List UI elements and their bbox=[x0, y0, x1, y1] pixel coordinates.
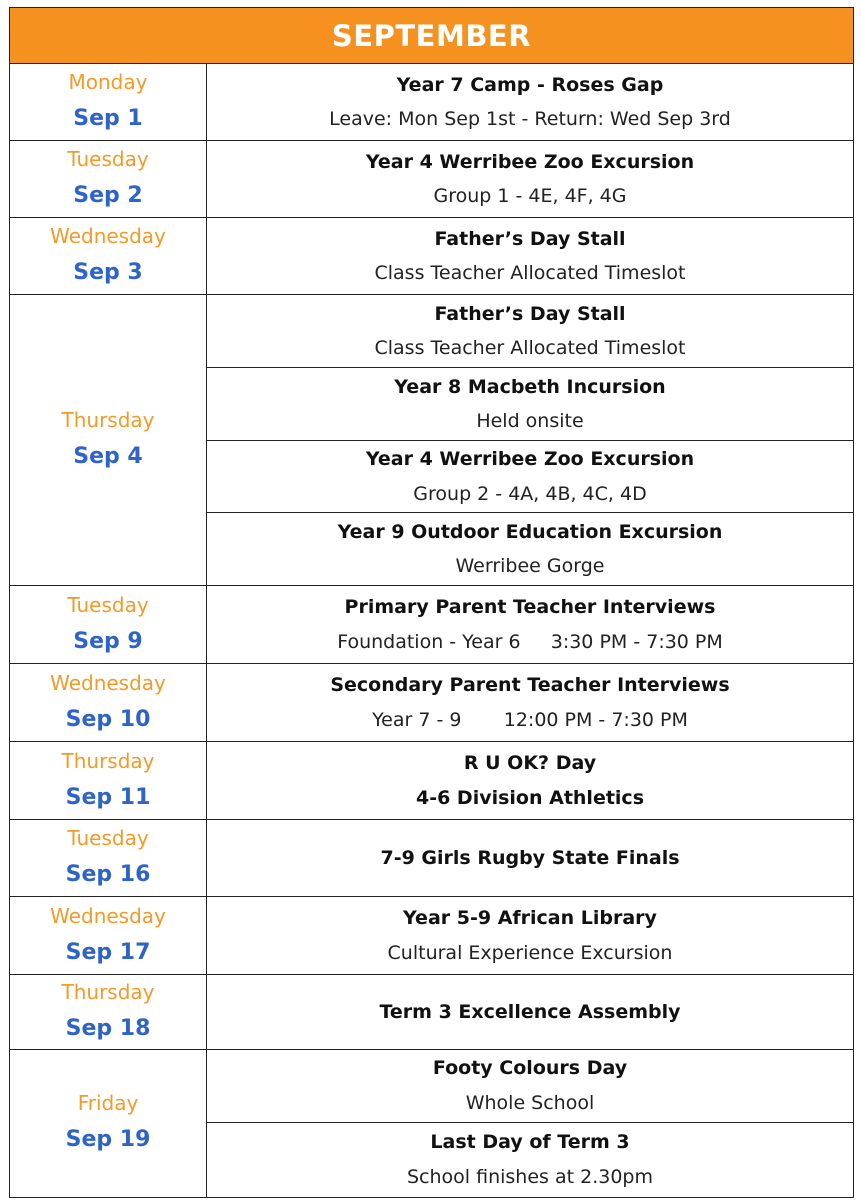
event-row bbox=[10, 820, 854, 897]
event-row bbox=[10, 742, 854, 820]
day-name: Thursday bbox=[61, 748, 155, 773]
event-title: Year 4 Werribee Zoo Excursion bbox=[365, 150, 695, 173]
event-cell bbox=[207, 664, 854, 742]
day-cell bbox=[10, 742, 207, 820]
event-cell bbox=[207, 742, 854, 820]
day-name: Wednesday bbox=[50, 670, 166, 695]
date-label: Sep 17 bbox=[65, 939, 151, 965]
event-detail: Group 2 - 4A, 4B, 4C, 4D bbox=[413, 482, 647, 505]
day-cell bbox=[10, 141, 207, 218]
calendar-body bbox=[10, 64, 854, 1198]
event-title: Primary Parent Teacher Interviews bbox=[344, 596, 716, 619]
event-title: Secondary Parent Teacher Interviews bbox=[330, 674, 730, 697]
event-row bbox=[10, 664, 854, 742]
event-detail: School finishes at 2.30pm bbox=[407, 1165, 653, 1188]
event-row bbox=[10, 64, 854, 141]
day-cell bbox=[10, 64, 207, 141]
event-row bbox=[10, 218, 854, 295]
event-cell bbox=[207, 64, 854, 141]
event-detail: Leave: Mon Sep 1st - Return: Wed Sep 3rd bbox=[329, 108, 731, 130]
date-label: Sep 10 bbox=[65, 706, 151, 732]
event-title: R U OK? Day bbox=[463, 752, 597, 775]
day-cell bbox=[10, 586, 207, 664]
date-label: Sep 18 bbox=[65, 1016, 151, 1041]
event-detail: Foundation - Year 6 3:30 PM - 7:30 PM bbox=[337, 630, 723, 653]
day-name: Thursday bbox=[61, 980, 155, 1004]
event-cell bbox=[207, 141, 854, 218]
event-detail: Class Teacher Allocated Timeslot bbox=[374, 262, 686, 284]
date-label: Sep 9 bbox=[73, 628, 143, 654]
event-row bbox=[10, 295, 854, 368]
date-label: Sep 11 bbox=[65, 784, 151, 810]
month-header-row bbox=[10, 8, 854, 64]
event-detail: Class Teacher Allocated Timeslot bbox=[374, 337, 686, 359]
day-cell bbox=[10, 295, 207, 586]
day-name: Tuesday bbox=[67, 826, 149, 851]
date-label: Sep 3 bbox=[73, 260, 143, 286]
event-cell bbox=[207, 295, 854, 368]
day-name: Monday bbox=[68, 70, 148, 95]
event-cell bbox=[207, 441, 854, 513]
day-cell bbox=[10, 975, 207, 1050]
event-cell bbox=[207, 586, 854, 664]
day-name: Tuesday bbox=[67, 592, 149, 617]
event-title: 7-9 Girls Rugby State Finals bbox=[380, 846, 680, 869]
event-detail: Held onsite bbox=[476, 410, 584, 432]
day-cell bbox=[10, 820, 207, 897]
event-title: Year 5-9 African Library bbox=[403, 907, 657, 930]
event-title: Last Day of Term 3 bbox=[430, 1131, 630, 1154]
event-detail: Year 7 - 9 12:00 PM - 7:30 PM bbox=[372, 708, 688, 731]
date-label: Sep 19 bbox=[65, 1127, 151, 1153]
event-row bbox=[10, 141, 854, 218]
event-cell bbox=[207, 368, 854, 441]
date-label: Sep 16 bbox=[65, 862, 151, 888]
month-header bbox=[10, 8, 854, 64]
event-row bbox=[10, 1049, 854, 1122]
date-label: Sep 2 bbox=[73, 183, 143, 209]
event-row bbox=[10, 586, 854, 664]
month-title: SEPTEMBER bbox=[331, 18, 532, 53]
day-cell bbox=[10, 218, 207, 295]
date-label: Sep 1 bbox=[73, 106, 143, 132]
day-cell bbox=[10, 1049, 207, 1197]
event-cell bbox=[207, 1122, 854, 1197]
day-name: Thursday bbox=[61, 408, 155, 433]
september-calendar-table bbox=[9, 7, 854, 1198]
event-title: Footy Colours Day bbox=[432, 1057, 628, 1080]
event-cell bbox=[207, 513, 854, 586]
event-cell bbox=[207, 218, 854, 295]
date-label: Sep 4 bbox=[73, 444, 143, 470]
event-title: Year 7 Camp - Roses Gap bbox=[396, 73, 664, 96]
event-title: Year 4 Werribee Zoo Excursion bbox=[365, 448, 695, 471]
day-name: Wednesday bbox=[50, 224, 166, 249]
day-name: Wednesday bbox=[50, 903, 166, 928]
day-cell bbox=[10, 897, 207, 975]
event-row bbox=[10, 975, 854, 1050]
event-detail: Werribee Gorge bbox=[455, 555, 605, 577]
event-cell bbox=[207, 820, 854, 897]
event-detail: Whole School bbox=[465, 1091, 595, 1114]
event-detail: Group 1 - 4E, 4F, 4G bbox=[433, 185, 627, 207]
event-cell bbox=[207, 897, 854, 975]
event-title: Term 3 Excellence Assembly bbox=[379, 1000, 681, 1023]
event-cell bbox=[207, 1049, 854, 1122]
day-name: Friday bbox=[77, 1091, 139, 1116]
event-title: 4-6 Division Athletics bbox=[415, 786, 645, 809]
event-detail: Cultural Experience Excursion bbox=[387, 941, 673, 964]
day-name: Tuesday bbox=[67, 147, 149, 172]
event-title: Year 8 Macbeth Incursion bbox=[394, 375, 666, 398]
event-row bbox=[10, 897, 854, 975]
day-cell bbox=[10, 664, 207, 742]
event-cell bbox=[207, 975, 854, 1050]
event-title: Father’s Day Stall bbox=[434, 227, 626, 250]
event-title: Father’s Day Stall bbox=[434, 302, 626, 325]
event-title: Year 9 Outdoor Education Excursion bbox=[337, 520, 723, 543]
